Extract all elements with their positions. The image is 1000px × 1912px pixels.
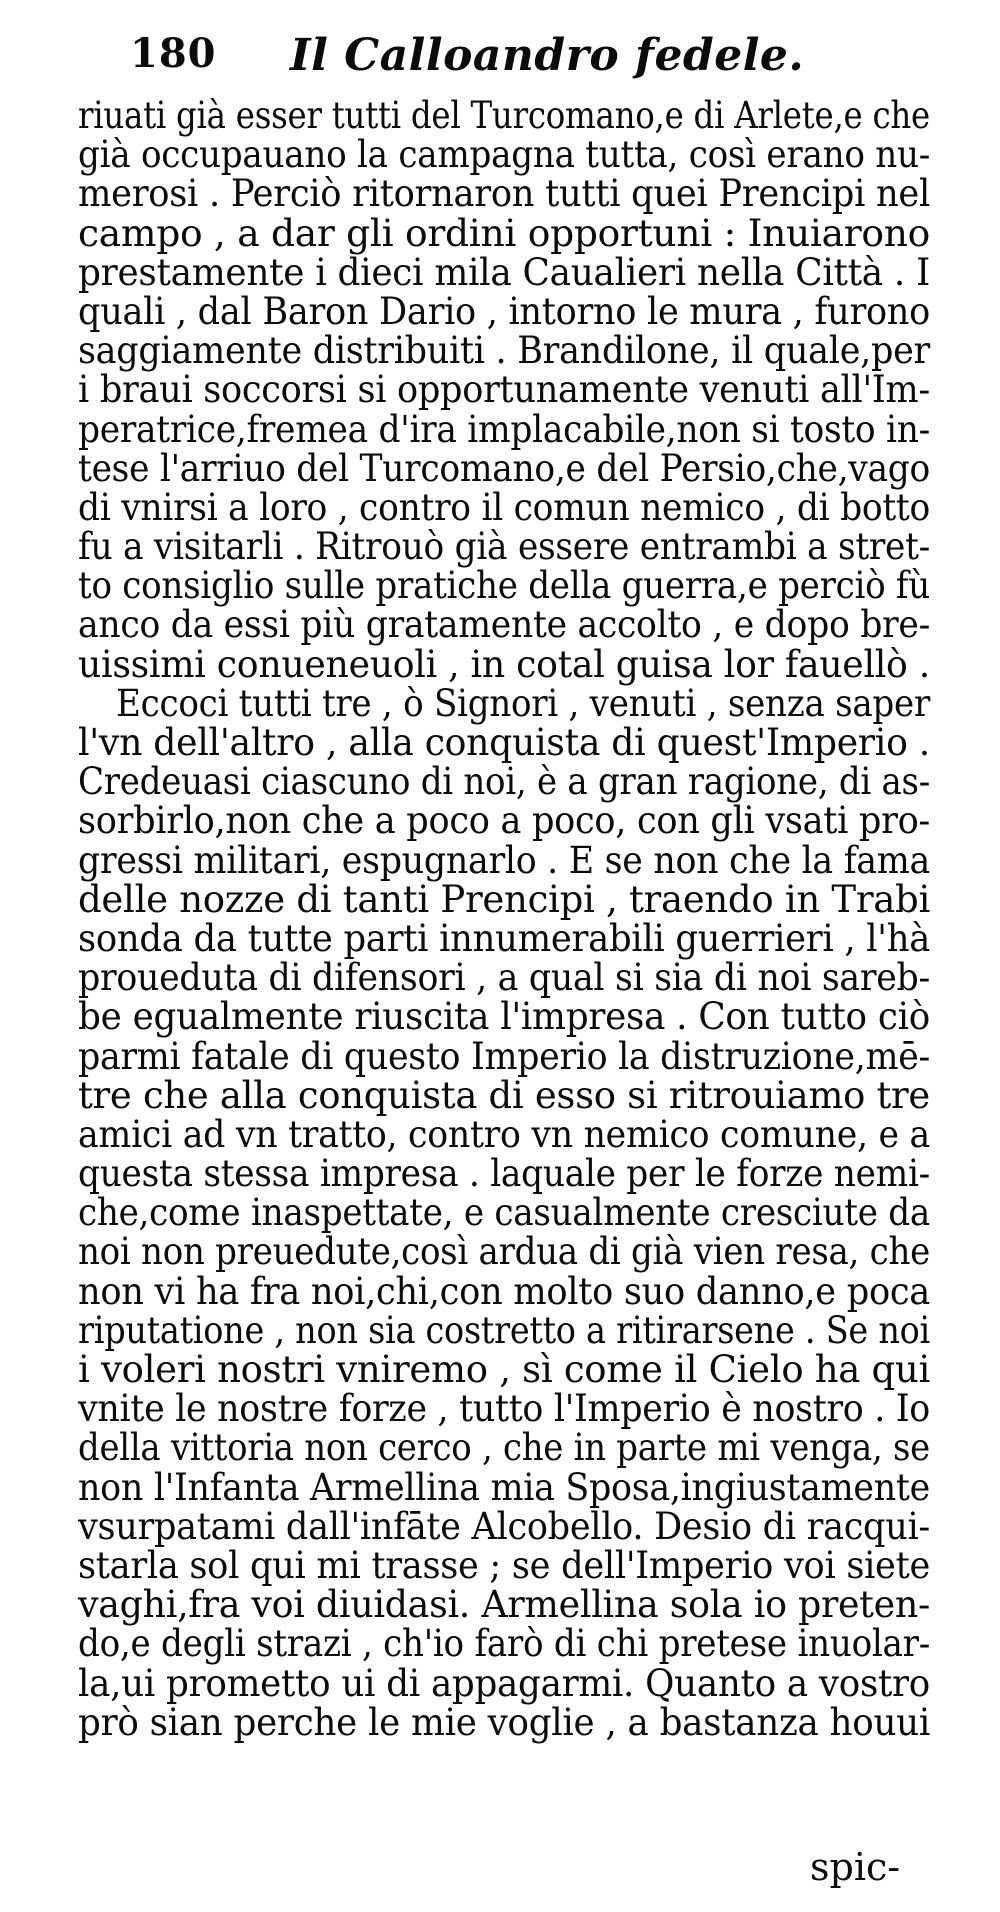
text-line: do,e degli strazi , ch'io farò di chi pretese inuolar- bbox=[78, 1622, 930, 1666]
text-line: vsurpatami dall'infāte Alcobello. Desio di racqui- bbox=[78, 1504, 930, 1548]
text-line: to consiglio sulle pratiche della guerra,e perciò fù bbox=[78, 564, 930, 608]
body-text bbox=[78, 96, 930, 1742]
text-line: campo , a dar gli ordini opportuni : Inuiarono bbox=[78, 211, 931, 255]
text-line: di vnirsi a loro , contro il comun nemico , di botto bbox=[78, 485, 930, 529]
text-line: che,come inaspettate, e casualmente cresciute da bbox=[78, 1191, 930, 1235]
text-line: tre che alla conquista di esso si ritrouiamo tre bbox=[78, 1073, 930, 1117]
text-line: i voleri nostri vniremo , sì come il Cielo ha qui bbox=[78, 1348, 930, 1391]
text-line: prestamente i dieci mila Caualieri nella Città . I bbox=[78, 250, 930, 294]
text-line: questa stessa impresa . laquale per le forze nemi- bbox=[78, 1152, 930, 1196]
catchword: spic- bbox=[810, 1845, 901, 1889]
text-line: saggiamente distribuiti . Brandilone, il quale,per bbox=[78, 329, 930, 373]
page-header bbox=[120, 30, 840, 100]
text-line: noi non preuedute,così ardua di già vien resa, che bbox=[78, 1230, 930, 1274]
text-line: tese l'arriuo del Turcomano,e del Persio,che,vago bbox=[78, 446, 930, 490]
text-line: riuati già esser tutti del Turcomano,e di Arlete,e che bbox=[78, 94, 930, 137]
text-line: prò sian perche le mie voglie , a bastanza houui bbox=[78, 1700, 930, 1744]
text-line: sorbirlo,non che a poco a poco, con gli vsati pro- bbox=[78, 799, 930, 843]
text-line: i braui soccorsi si opportunamente venuti all'Im- bbox=[78, 368, 930, 412]
text-line: delle nozze di tanti Prencipi , traendo in Trabi bbox=[78, 877, 930, 921]
text-line: non l'Infanta Armellina mia Sposa,ingiustamente bbox=[78, 1465, 930, 1509]
text-line: gressi militari, espugnarlo . E se non che la fama bbox=[78, 838, 930, 882]
paragraph-start-line: Eccoci tutti tre , ò Signori , venuti , senza saper bbox=[116, 681, 930, 725]
text-line: della vittoria non cerco , che in parte mi venga, se bbox=[78, 1426, 930, 1470]
text-line: fu a visitarli . Ritrouò già essere entrambi a stret- bbox=[78, 525, 930, 569]
text-line: l'vn dell'altro , alla conquista di quest'Imperio . bbox=[78, 721, 930, 764]
text-line: starla sol qui mi trasse ; se dell'Imperio voi siete bbox=[78, 1543, 930, 1587]
text-line: parmi fatale di questo Imperio la distruzione,mē- bbox=[78, 1034, 930, 1078]
text-line: Credeuasi ciascuno di noi, è a gran ragione, di as- bbox=[78, 760, 930, 804]
text-line: non vi ha fra noi,chi,con molto suo danno,e poca bbox=[78, 1269, 930, 1313]
text-line: la,ui prometto ui di appagarmi. Quanto a vostro bbox=[78, 1661, 930, 1705]
text-line: anco da essi più gratamente accolto , e dopo bre- bbox=[78, 603, 930, 647]
text-line: già occupauano la campagna tutta, così erano nu- bbox=[78, 133, 930, 177]
running-title: Il Calloandro fedele. bbox=[290, 30, 805, 81]
text-line: riputatione , non sia costretto a ritirarsene . Se noi bbox=[78, 1308, 930, 1352]
text-line: merosi . Perciò ritornaron tutti quei Prencipi nel bbox=[78, 172, 930, 216]
page-number: 180 bbox=[130, 30, 217, 77]
text-line: quali , dal Baron Dario , intorno le mura , furono bbox=[78, 289, 930, 333]
text-line: vnite le nostre forze , tutto l'Imperio è nostro . Io bbox=[78, 1387, 930, 1431]
text-line: uissimi conueneuoli , in cotal guisa lor fauellò . bbox=[78, 642, 930, 686]
text-line: proueduta di difensori , a qual si sia di noi sareb- bbox=[78, 956, 930, 1000]
text-line: sonda da tutte parti innumerabili guerrieri , l'hà bbox=[78, 916, 930, 960]
text-line: amici ad vn tratto, contro vn nemico comune, e a bbox=[78, 1112, 930, 1156]
text-line: peratrice,fremea d'ira implacabile,non si tosto in- bbox=[78, 407, 930, 451]
text-line: be egualmente riuscita l'impresa . Con tutto ciò bbox=[78, 995, 930, 1039]
text-line: vaghi,fra voi diuidasi. Armellina sola io preten- bbox=[78, 1583, 930, 1627]
